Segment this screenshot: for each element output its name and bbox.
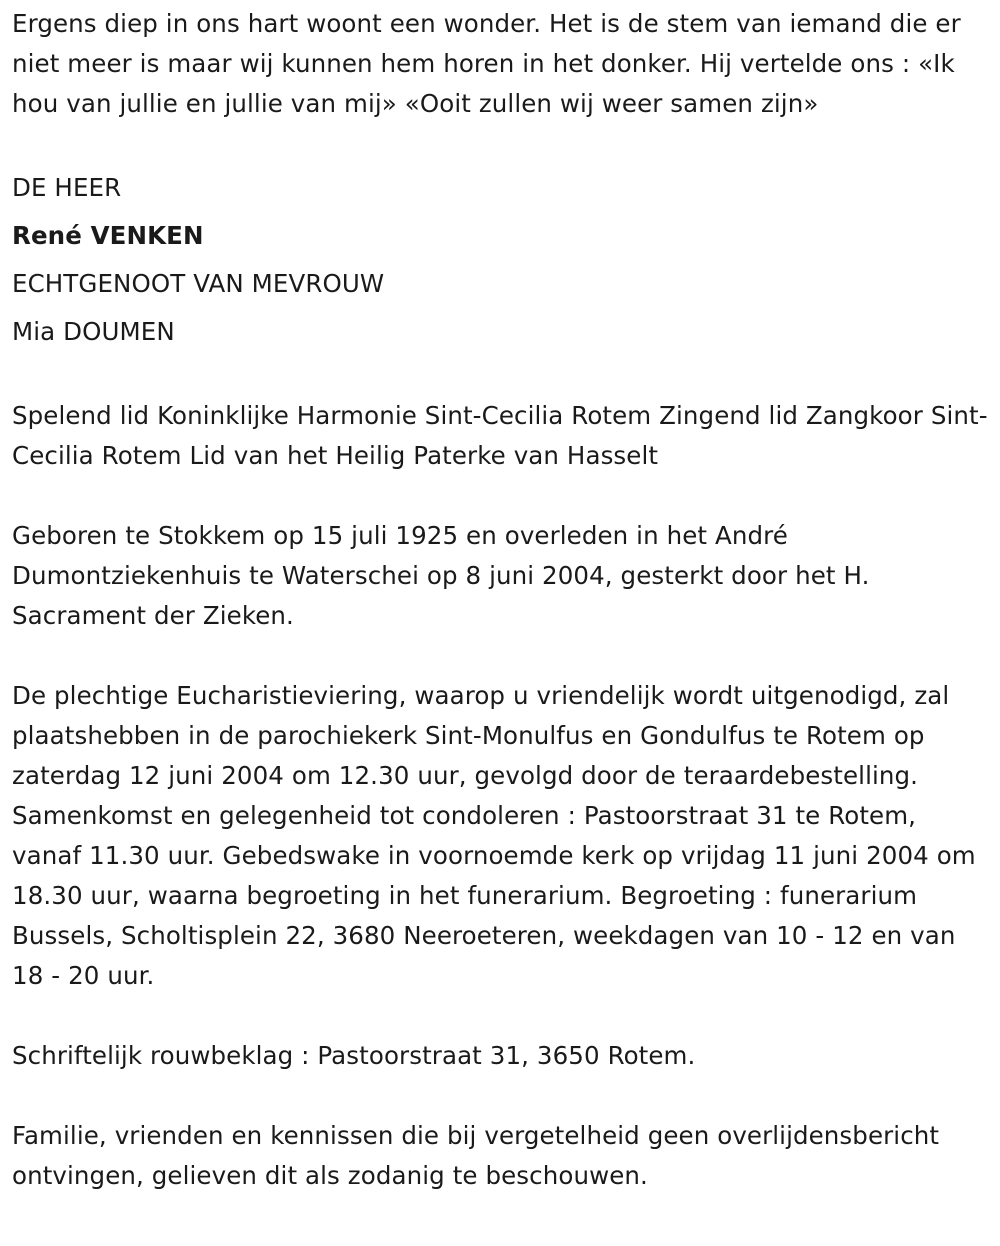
title-prefix: DE HEER: [12, 173, 122, 202]
intro-paragraph: Ergens diep in ons hart woont een wonder. Het is de stem van iemand die er niet meer is maar wij kunnen hem horen in het donker. Hij vertelde ons : «Ik hou van jullie en jullie van mij» «Ooit zullen wij weer samen zijn»: [12, 9, 961, 118]
memberships-paragraph: Spelend lid Koninklijke Harmonie Sint-Cecilia Rotem Zingend lid Zangkoor Sint-Cecilia Rotem Lid van het Heilig Paterke van Hasselt: [12, 401, 988, 470]
deceased-name: René VENKEN: [12, 221, 204, 250]
ceremony-paragraph: De plechtige Eucharistieviering, waarop u vriendelijk wordt uitgenodigd, zal plaatshebben in de parochiekerk Sint-Monulfus en Gondulfus te Rotem op zaterdag 12 juni 2004 om 12.30 uur, gevolgd door de teraardebestelling. Samenkomst en gelegenheid tot condoleren : Pastoorstraat 31 te Rotem, vanaf 11.30 uur. Gebedswake in voornoemde kerk op vrijdag 11 juni 2004 om 18.30 uur, waarna begroeting in het funerarium. Begroeting : funerarium Bussels, Scholtisplein 22, 3680 Neeroeteren, weekdagen van 10 - 12 en van 18 - 20 uur.: [12, 681, 976, 990]
spouse-name: Mia DOUMEN: [12, 317, 175, 346]
condolence-address: Schriftelijk rouwbeklag : Pastoorstraat 31, 3650 Rotem.: [12, 1041, 696, 1070]
closing-paragraph: Familie, vrienden en kennissen die bij vergetelheid geen overlijdensbericht ontvingen, gelieven dit als zodanig te beschouwen.: [12, 1121, 940, 1190]
birth-death-paragraph: Geboren te Stokkem op 15 juli 1925 en overleden in het André Dumontziekenhuis te Waterschei op 8 juni 2004, gesterkt door het H. Sacrament der Zieken.: [12, 521, 870, 630]
spouse-label: ECHTGENOOT VAN MEVROUW: [12, 269, 385, 298]
